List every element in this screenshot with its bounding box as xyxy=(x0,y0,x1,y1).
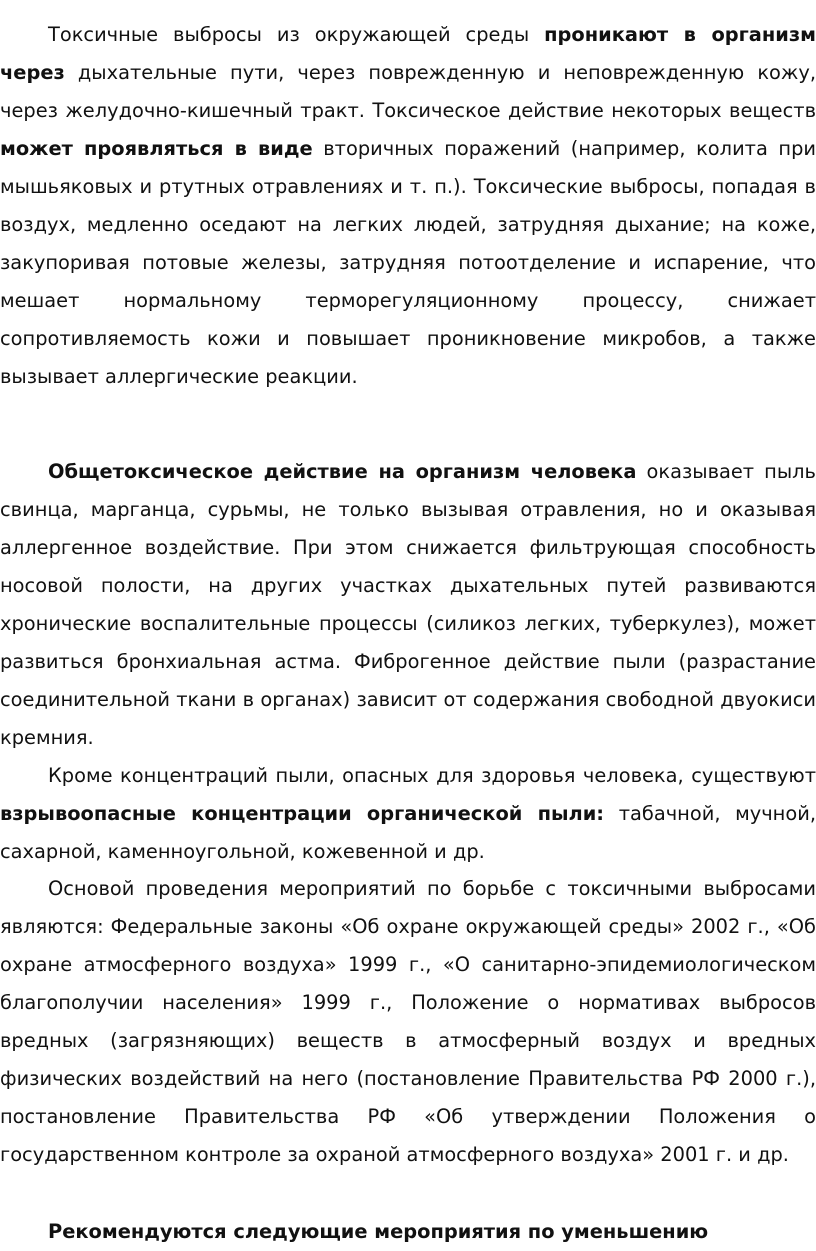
paragraph-toxic-emissions-entry xyxy=(0,16,816,396)
bold-run: взрывоопасные концентрации органической пыли: xyxy=(0,802,605,825)
bold-run: проникают в организм через xyxy=(0,23,816,84)
text-run: Основой проведения мероприятий по борьбе с токсичными выбросами являются: Федеральные законы «Об охране окружающей среды» 2002 г., «Об охране атмосферного воздуха» 1999 г., «О санитарно-эпидемиологическом благополучии населения» 1999 г., Положение о нормативах выбросов вредных (загрязняющих) веществ в атмосферный воздух и вредных физических воздействий на него (постановление Правительства РФ 2000 г.), постановление Правительства РФ «Об утверждении Положения о государственном контроле за охраной атмосферного воздуха» 2001 г. и др. xyxy=(0,877,816,1166)
text-run: табачной, мучной, сахарной, каменноугольной, кожевенной и др. xyxy=(0,802,816,863)
bold-run: может проявляться в виде xyxy=(0,137,313,160)
text-run: дыхательные пути, через поврежденную и неповрежденную кожу, через желудочно-кишечный тракт. Токсическое действие некоторых веществ xyxy=(0,61,816,122)
paragraph-general-toxic-action xyxy=(0,453,816,757)
paragraph-explosive-dust xyxy=(0,757,816,871)
paragraph-recommended-measures-heading xyxy=(0,1213,816,1251)
text-run: оказывает пыль свинца, марганца, сурьмы, не только вызывая отравления, но и оказывая аллергенное воздействие. При этом снижается фильтрующая способность носовой полости, на других участках дыхательных путей развиваются хронические воспалительные процессы (силикоз легких, туберкулез), может развиться бронхиальная астма. Фиброгенное действие пыли (разрастание соединительной ткани в органах) зависит от содержания свободной двуокиси кремния. xyxy=(0,460,816,749)
bold-run: Рекомендуются следующие мероприятия по уменьшению xyxy=(48,1220,709,1243)
text-run: вторичных поражений (например, колита при мышьяковых и ртутных отравлениях и т. п.). Токсические выбросы, попадая в воздух, медленно оседают на легких людей, затрудняя дыхание; на коже, закупоривая потовые железы, затрудняя потоотделение и испарение, что мешает нормальному терморегуляционному процессу, снижает сопротивляемость кожи и повышает проникновение микробов, а также вызывает аллергические реакции. xyxy=(0,137,816,388)
paragraph-legal-basis xyxy=(0,870,816,1174)
text-run: Токсичные выбросы из окружающей среды xyxy=(48,23,545,46)
bold-run: Общетоксическое действие на организм человека xyxy=(48,460,637,483)
text-run: Кроме концентраций пыли, опасных для здоровья человека, существуют xyxy=(48,764,816,787)
